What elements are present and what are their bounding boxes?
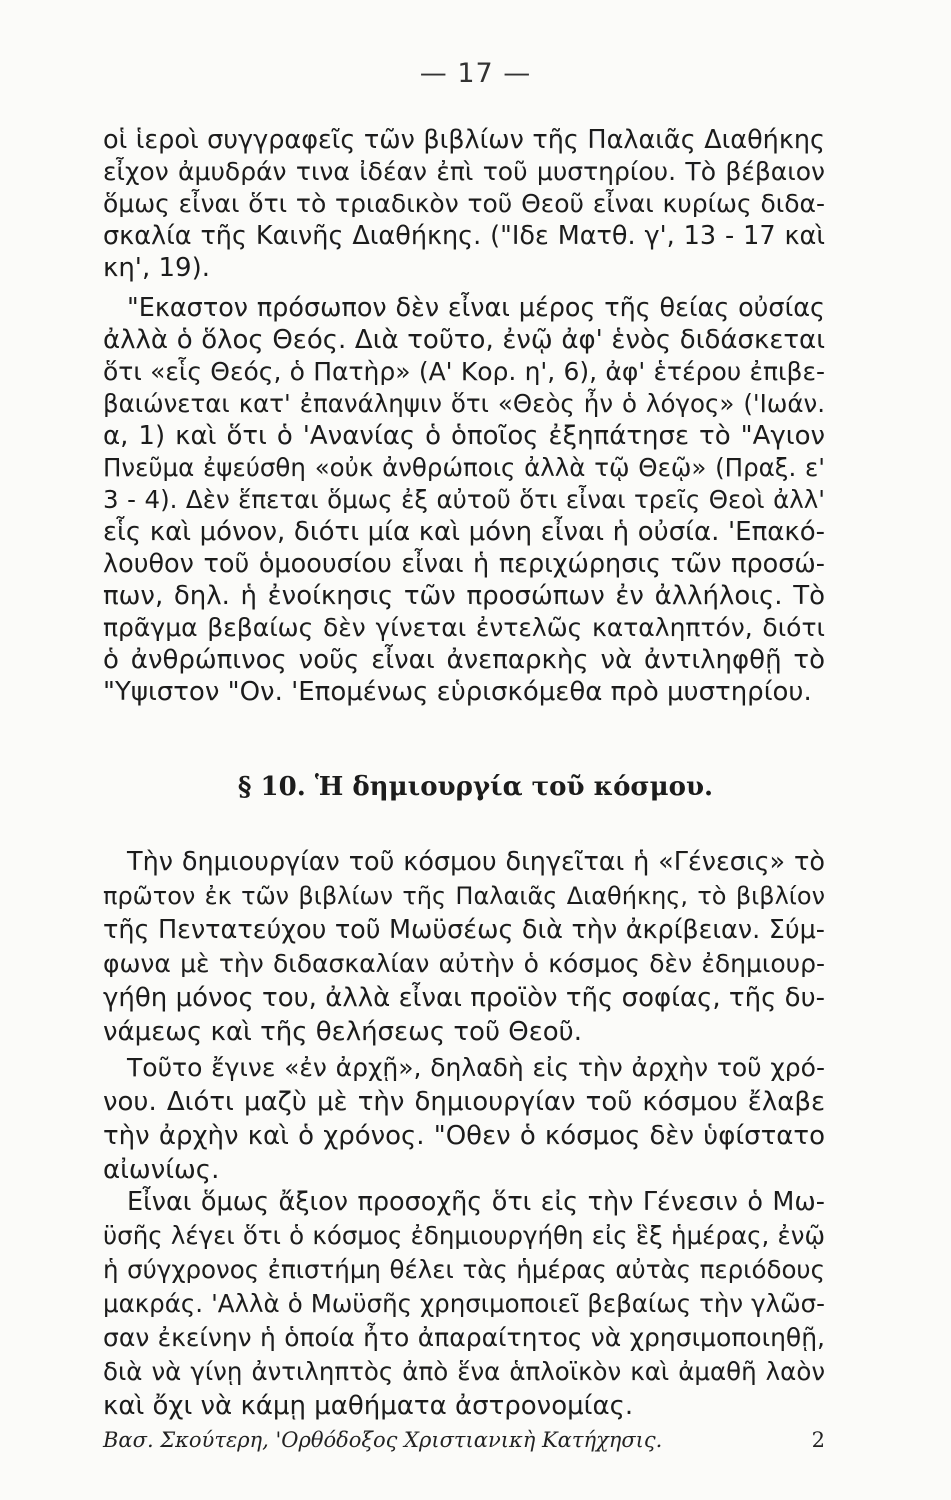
text-line: "Εκαστον πρόσωπον δὲν εἶναι μέρος τῆς θείας οὐσίας (127, 293, 825, 323)
text-line: πρᾶγμα βεβαίως δὲν γίνεται ἐντελῶς καταληπτόν, διότι (103, 613, 825, 642)
text-line: βαιώνεται κατ' ἐπανάληψιν ὅτι «Θεὸς ἦν ὁ λόγος» ('Ιωάν. (103, 389, 825, 418)
page-number: — 17 — (419, 58, 532, 89)
signature-mark: 2 (811, 1428, 825, 1452)
text-line: τῆς Πεντατεύχου τοῦ Μωϋσέως διὰ τὴν ἀκρίβειαν. Σύμ- (103, 915, 825, 945)
text-line: ἡ σύγχρονος ἐπιστήμη θέλει τὰς ἡμέρας αὐτὰς περιόδους (103, 1255, 825, 1284)
text-line: εἷς καὶ μόνον, διότι μία καὶ μόνη εἶναι ἡ οὐσία. 'Επακό- (103, 517, 825, 547)
text-line: αἰωνίως. (103, 1155, 220, 1185)
text-line: καὶ ὄχι νὰ κάμῃ μαθήματα ἀστρονομίας. (103, 1391, 634, 1421)
text-line: Τὴν δημιουργίαν τοῦ κόσμου διηγεῖται ἡ «Γένεσις» τὸ (127, 847, 825, 877)
text-line: νάμεως καὶ τῆς θελήσεως τοῦ Θεοῦ. (103, 1017, 582, 1047)
text-line: 3 - 4). Δὲν ἕπεται ὅμως ἐξ αὐτοῦ ὅτι εἶναι τρεῖς Θεοὶ ἀλλ' (103, 485, 825, 514)
text-line: οἱ ἱεροὶ συγγραφεῖς τῶν βιβλίων τῆς Παλαιᾶς Διαθήκης (103, 125, 825, 155)
text-line: τὴν ἀρχὴν καὶ ὁ χρόνος. "Οθεν ὁ κόσμος δὲν ὑφίστατο (103, 1121, 825, 1151)
text-line: "Υψιστον "Ον. 'Επομένως εὑρισκόμεθα πρὸ μυστηρίου. (103, 677, 812, 707)
text-line: διὰ νὰ γίνῃ ἀντιληπτὸς ἀπὸ ἕνα ἁπλοϊκὸν καὶ ἀμαθῆ λαὸν (103, 1357, 825, 1386)
text-line: Εἶναι ὅμως ἄξιον προσοχῆς ὅτι εἰς τὴν Γένεσιν ὁ Μω- (127, 1187, 825, 1217)
text-line: φωνα μὲ τὴν διδασκαλίαν αὐτὴν ὁ κόσμος δὲν ἐδημιουρ- (103, 949, 825, 978)
text-line: ἀλλὰ ὁ ὅλος Θεός. Διὰ τοῦτο, ἐνῷ ἀφ' ἑνὸς διδάσκεται (103, 325, 825, 355)
text-line: κη', 19). (103, 253, 210, 283)
text-line: σκαλία τῆς Καινῆς Διαθήκης. ("Ιδε Ματθ. γ', 13 - 17 καὶ (103, 221, 825, 251)
footer-citation: Βασ. Σκούτερη, 'Ορθόδοξος Χριστιανικὴ Κατήχησις. (103, 1428, 663, 1452)
text-line: πρῶτον ἐκ τῶν βιβλίων τῆς Παλαιᾶς Διαθήκης, τὸ βιβλίον (103, 882, 825, 910)
text-line: νου. Διότι μαζὺ μὲ τὴν δημιουργίαν τοῦ κόσμου ἔλαβε (103, 1087, 825, 1117)
text-line: Πνεῦμα ἐψεύσθη «οὐκ ἀνθρώποις ἀλλὰ τῷ Θεῷ» (Πραξ. ε' (103, 453, 825, 482)
text-line: Τοῦτο ἔγινε «ἐν ἀρχῇ», δηλαδὴ εἰς τὴν ἀρχὴν τοῦ χρό- (127, 1053, 825, 1082)
text-line: ὅμως εἶναι ὅτι τὸ τριαδικὸν τοῦ Θεοῦ εἶναι κυρίως διδα- (103, 189, 825, 218)
text-line: ὅτι «εἷς Θεός, ὁ Πατὴρ» (Α' Κορ. η', 6), ἀφ' ἑτέρου ἐπιβε- (103, 357, 825, 386)
page-footer (103, 1428, 825, 1458)
text-line: ὁ ἀνθρώπινος νοῦς εἶναι ἀνεπαρκὴς νὰ ἀντιληφθῇ τὸ (103, 645, 825, 675)
text-line: πων, δηλ. ἡ ἐνοίκησις τῶν προσώπων ἐν ἀλλήλοις. Τὸ (103, 581, 825, 611)
text-line: σαν ἐκείνην ἡ ὁποία ἦτο ἀπαραίτητος νὰ χρησιμοποιηθῇ, (103, 1323, 825, 1352)
text-line: γήθη μόνος του, ἀλλὰ εἶναι προϊὸν τῆς σοφίας, τῆς δυ- (103, 983, 825, 1013)
section-heading: § 10. Ἡ δημιουργία τοῦ κόσμου. (237, 772, 714, 802)
text-line: α, 1) καὶ ὅτι ὁ 'Ανανίας ὁ ὁποῖος ἐξηπάτησε τὸ "Αγιον (103, 421, 825, 451)
text-line: λουθον τοῦ ὁμοουσίου εἶναι ἡ περιχώρησις τῶν προσώ- (103, 549, 825, 579)
text-line: εἶχον ἀμυδράν τινα ἰδέαν ἐπὶ τοῦ μυστηρίου. Τὸ βέβαιον (103, 157, 825, 186)
text-line: ϋσῆς λέγει ὅτι ὁ κόσμος ἐδημιουργήθη εἰς ἓξ ἡμέρας, ἐνῷ (103, 1221, 825, 1250)
text-line: μακράς. 'Αλλὰ ὁ Μωϋσῆς χρησιμοποιεῖ βεβαίως τὴν γλῶσ- (103, 1289, 825, 1318)
